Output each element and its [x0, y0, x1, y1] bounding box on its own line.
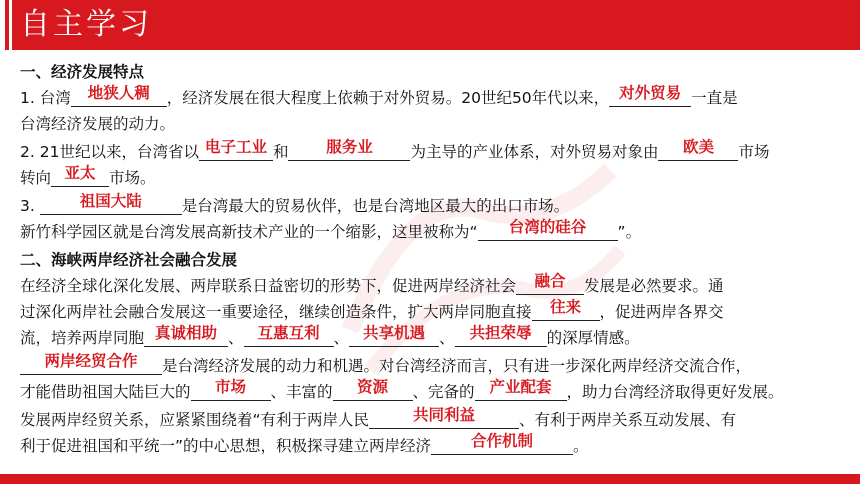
answer-text: 往来 [550, 298, 582, 316]
text: 。 [573, 437, 589, 455]
blank-field [658, 140, 738, 161]
blank-field [144, 326, 228, 347]
text: 利于促进祖国和平统一”的中心思想，积极探寻建立两岸经济 [20, 437, 432, 455]
section1-heading: 一、经济发展特点 [20, 63, 145, 81]
answer-text: 真诚相助 [155, 324, 218, 342]
text: 在经济全球化深化发展、两岸联系日益密切的形势下，促进两岸经济社会 [20, 277, 517, 295]
blank-field [431, 434, 573, 455]
answer-text: 电子工业 [204, 138, 267, 156]
blank-field [244, 326, 334, 347]
text: 发展两岸经贸关系，应紧紧围绕着“有利于两岸人民 [20, 411, 370, 429]
text: 新竹科学园区就是台湾发展高新技术产业的一个缩影，这里被称为“ [20, 223, 478, 241]
blank-field [51, 166, 109, 187]
title-accent-stripe [0, 0, 5, 50]
text: 市场。 [109, 169, 156, 187]
title-accent-stripe-thin [9, 0, 12, 50]
answer-text: 共享机遇 [363, 324, 426, 342]
s2-line2 [20, 300, 724, 324]
section2-heading: 二、海峡两岸经济社会融合发展 [20, 251, 238, 269]
text: 3. [20, 197, 40, 215]
text: 和 [272, 143, 289, 161]
text: ，助力台湾经济取得更好发展。 [566, 383, 784, 401]
blank-field [191, 380, 271, 401]
s2-line7 [20, 434, 589, 458]
s1-line1 [20, 86, 738, 110]
blank-field [478, 220, 618, 241]
answer-text: 资源 [357, 378, 389, 396]
text: 才能借助祖国大陆巨大的 [20, 383, 191, 401]
blank-field [71, 86, 167, 107]
text: ，经济发展在很大程度上依赖于对外贸易。20世纪50年代以来， [166, 89, 610, 107]
text: 一直是 [691, 89, 738, 107]
answer-text: 共同利益 [413, 406, 476, 424]
answer-text: 互惠互利 [257, 324, 320, 342]
text: 过深化两岸社会融合发展这一重要途径，继续创造条件，扩大两岸同胞直接 [20, 303, 532, 321]
title-bar [0, 0, 860, 50]
text: 发展是必然要求。通 [584, 277, 724, 295]
s1-line5 [20, 194, 569, 218]
answer-text: 台湾的硅谷 [508, 218, 587, 236]
text: 市场 [738, 143, 770, 161]
answer-text: 融合 [534, 272, 566, 290]
bottom-bar [0, 474, 860, 484]
s1-line2: 台湾经济发展的动力。 [20, 115, 176, 133]
answer-text: 祖国大陆 [79, 192, 142, 210]
blank-field [475, 380, 567, 401]
text: 转向 [20, 169, 52, 187]
answer-text: 产业配套 [489, 378, 552, 396]
text: 、 [228, 329, 244, 347]
answer-text: 共担荣辱 [469, 324, 532, 342]
s2-line4 [20, 354, 751, 378]
s2-line5 [20, 380, 784, 404]
answer-text: 服务业 [326, 138, 373, 156]
text: 2. 21世纪以来，台湾省以 [20, 143, 199, 161]
text: 的深厚情感。 [546, 329, 640, 347]
text: ”。 [617, 223, 642, 241]
s2-line6 [20, 408, 736, 432]
answer-text: 地狭人稠 [87, 84, 150, 102]
answer-text: 对外贸易 [619, 84, 682, 102]
blank-field [20, 354, 162, 375]
text: 是台湾经济发展的动力和机遇。对台湾经济而言，只有进一步深化两岸经济交流合作， [162, 357, 752, 375]
blank-field [349, 326, 439, 347]
blank-field [333, 380, 413, 401]
text: ，促进两岸各界交 [599, 303, 724, 321]
text: 、完备的 [412, 383, 475, 401]
blank-field [40, 194, 182, 215]
answer-text: 亚太 [64, 164, 96, 182]
answer-text: 两岸经贸合作 [44, 352, 138, 370]
text: 、丰富的 [270, 383, 333, 401]
blank-field [609, 86, 691, 107]
blank-field [532, 300, 600, 321]
s2-line3 [20, 326, 640, 350]
blank-field [455, 326, 547, 347]
answer-text: 欧美 [682, 138, 714, 156]
s2-line1 [20, 274, 724, 298]
s1-line4 [20, 166, 156, 190]
blank-field [369, 408, 519, 429]
s1-line3 [20, 140, 770, 164]
text: 流，培养两岸同胞 [20, 329, 145, 347]
s1-line6 [20, 220, 641, 244]
page-title: 自主学习 [20, 7, 152, 42]
text: 1. 台湾 [20, 89, 71, 107]
answer-text: 合作机制 [471, 432, 534, 450]
text: 、 [333, 329, 350, 347]
answer-text: 市场 [215, 378, 247, 396]
text: 为主导的产业体系，对外贸易对象由 [410, 143, 659, 161]
blank-field [288, 140, 410, 161]
blank-field [516, 274, 584, 295]
blank-field [199, 140, 273, 161]
text: 、有利于两岸关系互动发展、有 [519, 411, 737, 429]
text: 是台湾最大的贸易伙伴，也是台湾地区最大的出口市场。 [181, 197, 570, 215]
text: 、 [439, 329, 455, 347]
